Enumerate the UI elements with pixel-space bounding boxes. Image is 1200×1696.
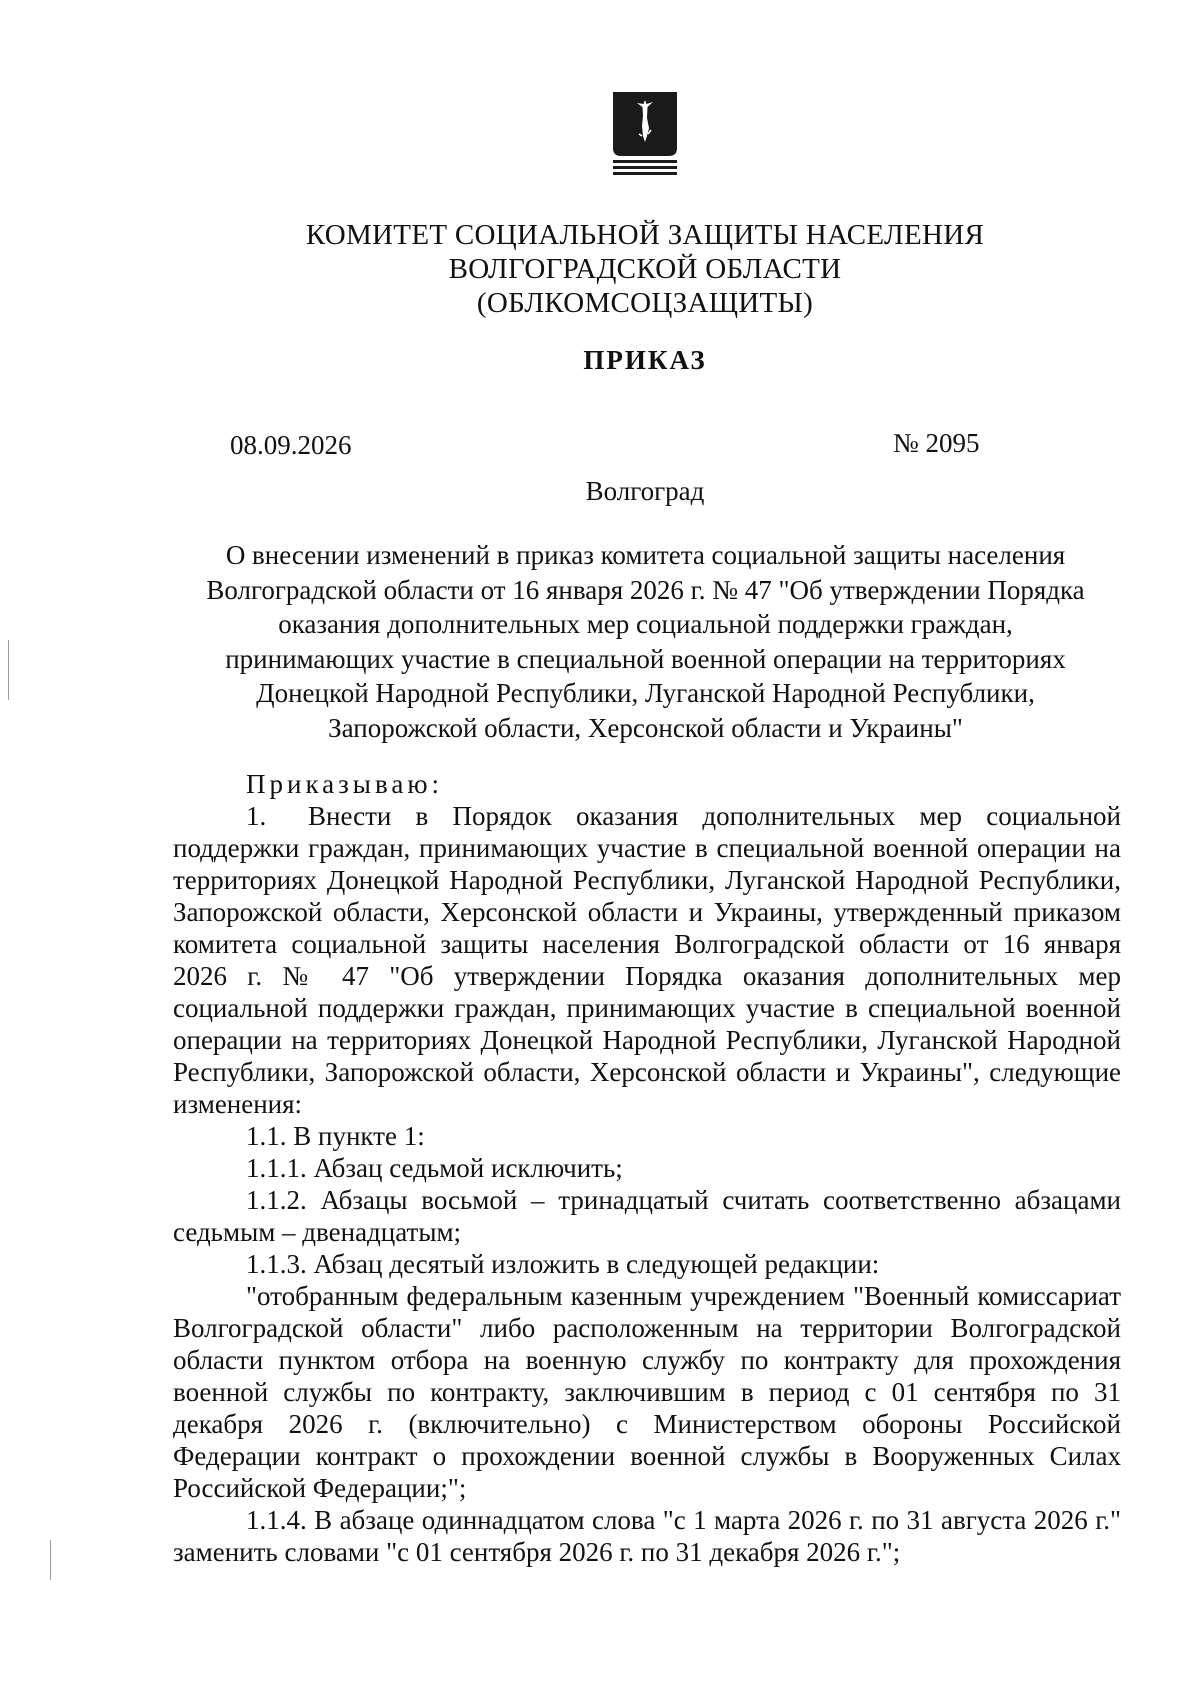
organization-short-name: (ОБЛКОМСОЦЗАЩИТЫ)	[476, 287, 814, 319]
item-1-text: Внести в Порядок оказания дополнительных мер социальной поддержки граждан, принимающих участие в специальной военной операции на территориях Донецкой Народной Республики, Луганской Народной Республики, Запорожской области, Херсонской области и Украины, утвержденный приказом комитета социальной защиты населения Волгоградской области от 16 января 2026 г. № 47 "Об утверждении Порядка оказания дополнительных мер социальной поддержки граждан, принимающих участие в специальной военной операции на территориях Донецкой Народной Республики, Луганской Народной Республики, Запорожской области, Херсонской области и Украины", следующие изменения:	[173, 801, 1121, 1119]
organization-name-line-2: ВОЛГОГРАДСКОЙ ОБЛАСТИ	[448, 253, 842, 285]
subject-line: Волгоградской области от 16 января 2026 г. № 47 "Об утверждении Порядка	[206, 574, 1085, 605]
document-subject	[178, 538, 1113, 746]
subject-line: Запорожской области, Херсонской области и Украины"	[328, 712, 963, 743]
coat-of-arms-emblem	[609, 90, 681, 176]
paragraph-1-1-1: 1.1.1. Абзац седьмой исключить;	[246, 1153, 623, 1183]
organization-name-line-1: КОМИТЕТ СОЦИАЛЬНОЙ ЗАЩИТЫ НАСЕЛЕНИЯ	[305, 219, 985, 251]
subject-line: оказания дополнительных мер социальной поддержки граждан,	[278, 609, 1013, 640]
scan-margin-mark	[50, 1540, 51, 1580]
paragraph-1-1: 1.1. В пункте 1:	[246, 1121, 425, 1151]
paragraph-1-1-2: 1.1.2. Абзацы восьмой – тринадцатый считать соответственно абзацами седьмым – двенадцатым;	[173, 1185, 1121, 1247]
subject-line: О внесении изменений в приказ комитета социальной защиты населения	[225, 540, 1066, 570]
document-body	[173, 768, 1121, 1568]
document-date: 08.09.2026	[230, 430, 352, 460]
paragraph-1-1-4: 1.1.4. В абзаце одиннадцатом слова "с 1 марта 2026 г. по 31 августа 2026 г." заменить словами "с 01 сентября 2026 г. по 31 декабря 2026 г.";	[173, 1505, 1121, 1567]
order-word: Приказываю:	[246, 769, 443, 799]
document-type-title: ПРИКАЗ	[583, 345, 707, 375]
subject-line: принимающих участие в специальной военной операции на территориях	[225, 643, 1066, 674]
paragraph-1-1-3: 1.1.3. Абзац десятый изложить в следующей редакции:	[246, 1249, 880, 1279]
quoted-new-wording: "отобранным федеральным казенным учреждением "Военный комиссариат Волгоградской области" либо расположенным на территории Волгоградской области пунктом отбора на военную службу по контракту для прохождения военной службы по контракту, заключившим в период с 01 сентября по 31 декабря 2026 г. (включительно) с Министерством обороны Российской Федерации контракт о прохождении военной службы в Вооруженных Силах Российской Федерации;";	[173, 1281, 1121, 1503]
item-number: 1.	[246, 801, 267, 831]
subject-line: Донецкой Народной Республики, Луганской Народной Республики,	[256, 678, 1035, 709]
document-city: Волгоград	[585, 476, 705, 506]
organization-header	[0, 218, 1200, 320]
paragraph-item-1	[173, 800, 1121, 1120]
scan-margin-mark	[8, 640, 9, 700]
document-number: № 2095	[893, 428, 980, 458]
